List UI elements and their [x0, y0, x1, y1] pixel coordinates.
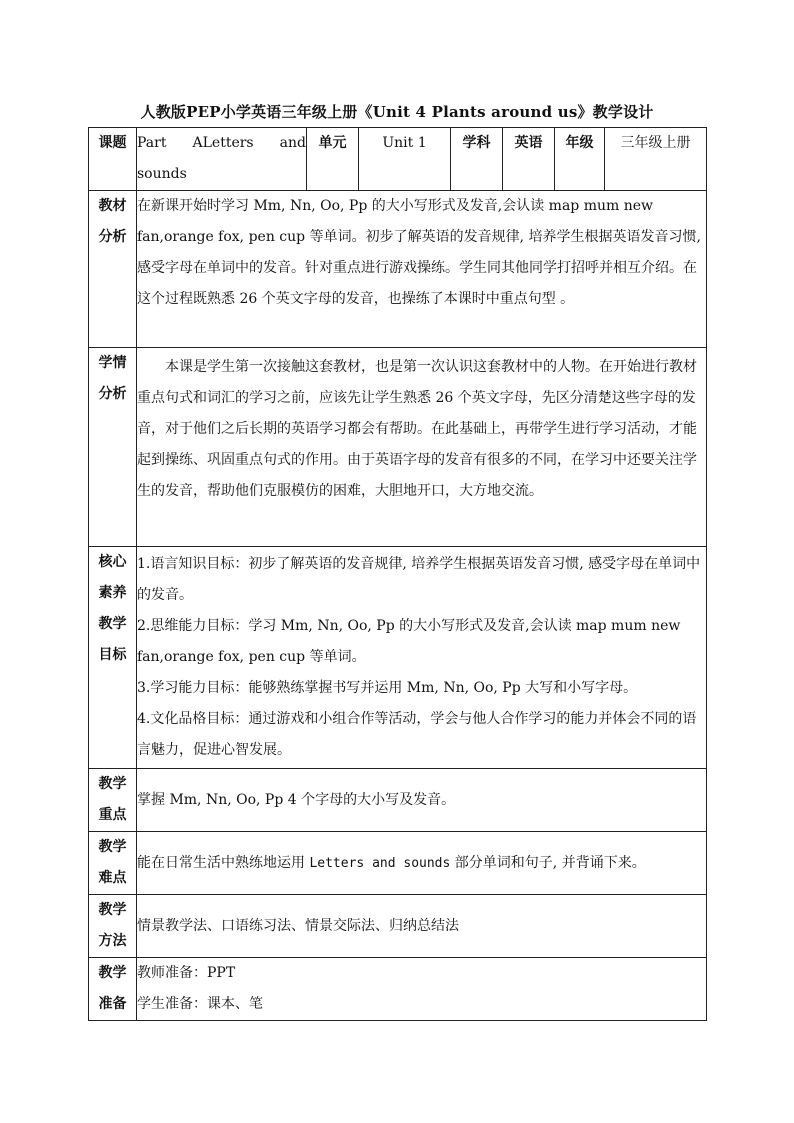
difficulties-row	[89, 832, 707, 895]
core-goals-list	[137, 547, 707, 769]
key-points-row	[89, 769, 707, 832]
subject-label: 学科	[451, 128, 503, 191]
methods-row	[89, 895, 707, 958]
topic-value: Part ALetters and sounds	[137, 128, 307, 191]
material-analysis-text: 在新课开始时学习 Mm, Nn, Oo, Pp 的大小写形式及发音,会认读 map mum new fan,orange fox, pen cup 等单词。初步了解英语的发音规律, 培养学生根据英语发音习惯, 感受字母在单词中的发音。针对重点进行游戏操练。学生同其他同学打招呼并相互介绍。在这个过程既熟悉 26 个英文字母的发音，也操练了本课时中重点句型 。	[137, 191, 707, 348]
unit-value: Unit 1	[359, 128, 451, 191]
subject-value: 英语	[503, 128, 555, 191]
core-goals-label: 核心 素养 教学 目标	[89, 547, 137, 769]
teacher-preparation: 教师准备：PPT	[137, 965, 236, 981]
student-analysis-label: 学情 分析	[89, 348, 137, 547]
goal-item: 2.思维能力目标：学习 Mm, Nn, Oo, Pp 的大小写形式及发音,会认读 map mum new fan,orange fox, pen cup 等单词。	[137, 618, 681, 665]
preparation-text	[137, 958, 707, 1021]
topic-label: 课题	[89, 128, 137, 191]
difficulties-label: 教学 难点	[89, 832, 137, 895]
grade-label: 年级	[555, 128, 605, 191]
preparation-label: 教学 准备	[89, 958, 137, 1021]
difficulties-text: 能在日常生活中熟练地运用 Letters and sounds 部分单词和句子, 并背诵下来。	[137, 832, 707, 895]
lesson-plan-table	[88, 127, 707, 1021]
grade-value: 三年级上册	[605, 128, 707, 191]
key-points-label: 教学 重点	[89, 769, 137, 832]
goal-item: 3.学习能力目标：能够熟练掌握书写并运用 Mm, Nn, Oo, Pp 大写和小写字母。	[137, 680, 638, 696]
unit-label: 单元	[307, 128, 359, 191]
goal-item: 1.语言知识目标：初步了解英语的发音规律, 培养学生根据英语发音习惯, 感受字母在单词中的发音。	[137, 556, 701, 603]
methods-text: 情景教学法、口语练习法、情景交际法、归纳总结法	[137, 895, 707, 958]
methods-label: 教学 方法	[89, 895, 137, 958]
preparation-row	[89, 958, 707, 1021]
key-points-text: 掌握 Mm, Nn, Oo, Pp 4 个字母的大小写及发音。	[137, 769, 707, 832]
material-analysis-label: 教材 分析	[89, 191, 137, 348]
header-row	[89, 128, 707, 191]
goal-item: 4.文化品格目标：通过游戏和小组合作等活动，学会与他人合作学习的能力并体会不同的语言魅力，促进心智发展。	[137, 711, 697, 758]
student-analysis-row	[89, 348, 707, 547]
page-title: 人教版PEP小学英语三年级上册《Unit 4 Plants around us》教学设计	[140, 103, 654, 121]
core-goals-row	[89, 547, 707, 769]
student-preparation: 学生准备：课本、笔	[137, 996, 263, 1012]
student-analysis-text: 本课是学生第一次接触这套教材，也是第一次认识这套教材中的人物。在开始进行教材重点句式和词汇的学习之前，应该先让学生熟悉 26 个英文字母，先区分清楚这些字母的发音，对于他们之后长期的英语学习都会有帮助。在此基础上，再带学生进行学习活动，才能起到操练、巩固重点句式的作用。由于英语字母的发音有很多的不同，在学习中还要关注学生的发音，帮助他们克服模仿的困难，大胆地开口，大方地交流。	[137, 348, 707, 547]
material-analysis-row	[89, 191, 707, 348]
